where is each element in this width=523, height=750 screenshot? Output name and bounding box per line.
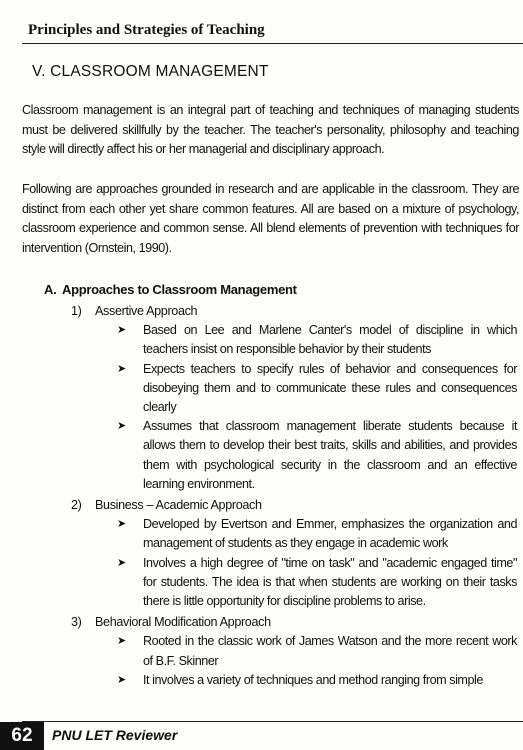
pointing-hand-icon: ➤	[117, 556, 126, 569]
section-title: V. CLASSROOM MANAGEMENT	[32, 63, 269, 80]
list-item: ➤ It involves a variety of techniques and method ranging from simple	[143, 671, 517, 690]
subsection-heading	[44, 282, 297, 297]
footer-rule	[22, 721, 523, 722]
pointing-hand-icon: ➤	[117, 362, 126, 375]
approach-number: 1)	[71, 304, 82, 318]
approaches-list	[0, 302, 523, 690]
approach-name: Business – Academic Approach	[95, 498, 262, 513]
footer-book-title: PNU LET Reviewer	[52, 727, 178, 743]
page-number: 62	[0, 722, 44, 750]
pointing-hand-icon: ➤	[117, 518, 126, 531]
list-item: ➤ Developed by Evertson and Emmer, emphasizes the organization and management of students as they engage in academic work	[117, 517, 517, 551]
approach-bullets	[0, 321, 523, 494]
subsection-title: Approaches to Classroom Management	[62, 282, 297, 297]
pointing-hand-icon: ➤	[117, 324, 126, 337]
approach-bullets	[0, 515, 523, 611]
paragraph-approaches: Following are approaches grounded in research and are applicable in the classroom. They are distinct from each other yet share common features. All are based on a mixture of psychology, classroom experience and common sense. All blend elements of prevention with techniques for intervention (Ornstein, 1990).	[22, 182, 519, 255]
list-item: ➤ Involves a high degree of "time on task" and "academic engaged time" for students. The idea is that when students are working on their tasks there is little opportunity for discipline problems to arise.	[117, 555, 517, 609]
approach-item	[71, 613, 523, 632]
pointing-hand-icon: ➤	[117, 420, 126, 433]
list-item: ➤ Rooted in the classic work of James Watson and the more recent work of B.F. Skinner	[117, 634, 517, 668]
subsection-letter: A.	[44, 282, 57, 297]
approach-item	[71, 302, 523, 321]
approach-name: Behavioral Modification Approach	[95, 615, 271, 630]
list-item: ➤ Expects teachers to specify rules of behavior and consequences for disobeying them and to communicate these rules and consequences clearly	[117, 361, 517, 415]
pointing-hand-icon: ➤	[117, 673, 126, 686]
approach-number: 3)	[71, 615, 82, 630]
approach-name: Assertive Approach	[95, 304, 198, 318]
approach-number: 2)	[71, 498, 82, 513]
list-item: ➤ Assumes that classroom management liberate students because it allows them to develop their best traits, skills and abilities, and provides them with psychological security in the classroom and an effective learning environment.	[117, 419, 517, 491]
header-rule	[22, 43, 523, 44]
running-header: Principles and Strategies of Teaching	[28, 22, 265, 38]
paragraph-intro: Classroom management is an integral part of teaching and techniques of managing students must be delivered skillfully by the teacher. The teacher's personality, philosophy and teaching style will directly affect his or her managerial and disciplinary approach.	[22, 103, 519, 156]
approach-bullets	[0, 632, 523, 690]
list-item: ➤ Based on Lee and Marlene Canter's model of discipline in which teachers insist on responsible behavior by their students	[117, 323, 517, 357]
approach-item	[71, 496, 523, 515]
pointing-hand-icon: ➤	[117, 635, 126, 648]
